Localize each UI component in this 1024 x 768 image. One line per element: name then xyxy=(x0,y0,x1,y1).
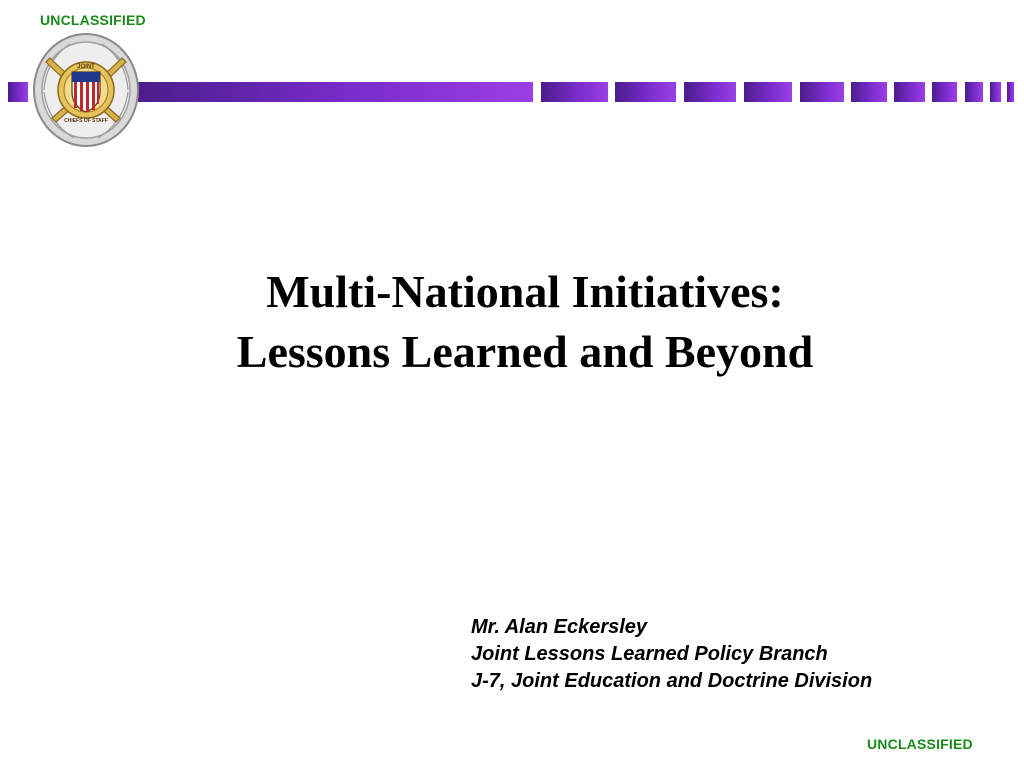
joint-chiefs-of-staff-seal-icon xyxy=(30,30,142,150)
stripe-segment xyxy=(138,82,533,102)
title-line-1: Multi-National Initiatives: xyxy=(266,266,784,317)
svg-text:JOINT: JOINT xyxy=(77,64,95,70)
stripe-segment xyxy=(1007,82,1014,102)
stripe-segment xyxy=(8,82,28,102)
presenter-name: Mr. Alan Eckersley xyxy=(471,616,648,638)
classification-top-label: UNCLASSIFIED xyxy=(40,12,146,28)
presenter-branch: Joint Lessons Learned Policy Branch xyxy=(471,643,828,665)
presenter-block xyxy=(471,614,872,695)
stripe-segment xyxy=(800,82,844,102)
stripe-segment xyxy=(932,82,957,102)
stripe-segment xyxy=(684,82,736,102)
classification-bottom-label: UNCLASSIFIED xyxy=(867,736,973,752)
stripe-segment xyxy=(965,82,983,102)
stripe-segment xyxy=(541,82,608,102)
stripe-segment xyxy=(851,82,887,102)
stripe-segment xyxy=(744,82,792,102)
stripe-segment xyxy=(894,82,925,102)
stripe-segment xyxy=(990,82,1001,102)
presenter-division: J-7, Joint Education and Doctrine Division xyxy=(471,670,873,692)
stripe-segment xyxy=(615,82,676,102)
title-line-2: Lessons Learned and Beyond xyxy=(236,326,814,377)
slide-title xyxy=(150,262,900,382)
header-stripe-bar xyxy=(8,82,1016,102)
svg-text:CHIEFS OF STAFF: CHIEFS OF STAFF xyxy=(64,118,108,124)
